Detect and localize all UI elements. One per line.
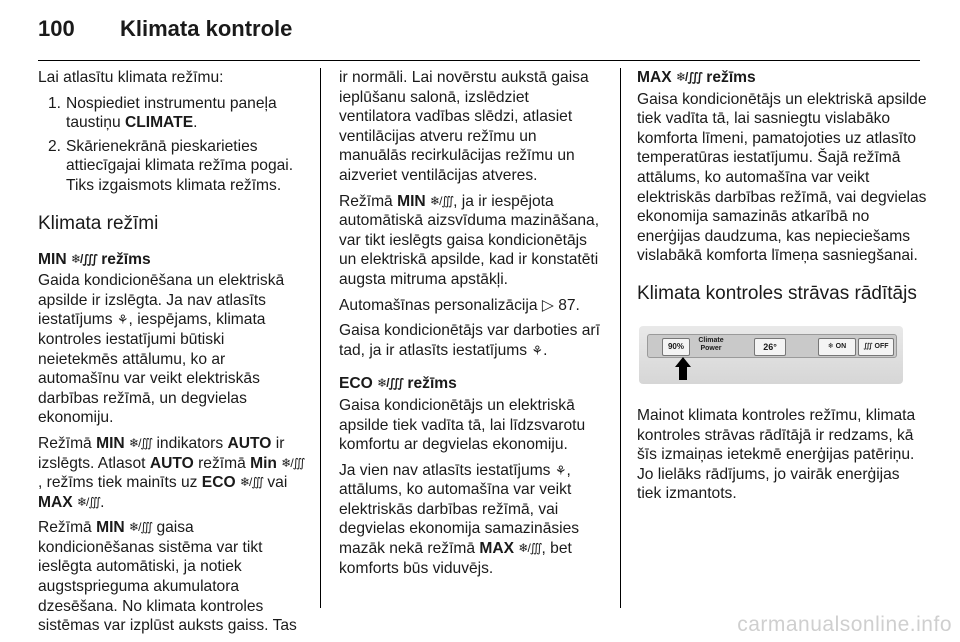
column-1: [38, 68, 308, 642]
ref-arrow-icon: ▷: [541, 296, 554, 314]
paragraph: Režīmā MIN ❄/∭ indikators AUTO ir izslēgts. Atlasot AUTO režīmā Min ❄/∭, režīms tiek mainīts uz ECO ❄/∭ vai MAX ❄/∭.: [38, 434, 305, 511]
paragraph: Ja vien nav atlasīts iestatījums ⚘, attālums, ko automašīna var veikt elektriskās darbības režīmā, vai degvielas ekonomija samazināsies mazāk nekā režīmā MAX ❄/∭, bet komforts būs viduvējs.: [339, 461, 580, 577]
climate-power-display-illustration: [639, 326, 903, 384]
fan-icon: ⚘: [531, 342, 544, 358]
section-heading: Klimata režīmi: [38, 212, 159, 234]
page-number: 100: [38, 16, 75, 41]
column-3: [637, 68, 927, 510]
page-title: Klimata kontrole: [120, 16, 293, 41]
mode-icon: ❄/∭: [77, 494, 101, 509]
paragraph: Gaisa kondicionētājs un elektriskā apsilde tiek vadīta tā, lai līdzsvarotu komfortu ar degvielas ekonomiju.: [339, 396, 586, 454]
fan-icon: ⚘: [116, 312, 129, 328]
mode-icon: ❄/∭: [377, 376, 404, 391]
mode-icon: ❄/∭: [239, 475, 264, 490]
section-heading: Klimata kontroles strāvas rādītājs: [637, 282, 917, 304]
paragraph: Mainot klimata kontroles režīmu, klimata kontroles strāvas rādītājā ir redzams, kā šīs izmaiņas ietekmē enerģijas patēriņu. Jo lielāks rādījums, jo vairāk enerģijas tiek izmantots.: [637, 406, 916, 503]
power-percent-badge: 90%: [662, 338, 690, 356]
mode-on-badge: ❄ ON: [818, 338, 856, 356]
mode-icon: ❄/∭: [281, 455, 305, 470]
display-strip: [647, 334, 897, 358]
header-divider: [38, 60, 920, 61]
mode-icon: ❄/∭: [70, 251, 97, 266]
paragraph: Automašīnas personalizācija ▷ 87.: [339, 296, 580, 314]
paragraph: ir normāli. Lai novērstu aukstā gaisa ieplūšanu salonā, izslēdziet ventilatora vadības slēdzi, atlasiet ventilācijas atveru režīmu un manuālās recirkulācijas režīmu un aizveriet ventilācijas atveres.: [339, 69, 589, 184]
mode-off-badge: ∭ OFF: [858, 338, 894, 356]
paragraph: Gaida kondicionēšana un elektriskā apsilde ir izslēgta. Ja nav atlasīts iestatījums ⚘, iespējams, klimata kontroles iestatījumi būtiski neietekmēs attālumu, ko ar automašīnu var veikt elektriskās darbības režīmā, un degvielas ekonomiju.: [38, 272, 285, 427]
mode-icon: ❄/∭: [129, 520, 153, 535]
page-header: [38, 16, 292, 50]
watermark: carmanualsonline.info: [737, 613, 952, 636]
column-divider: [620, 68, 621, 608]
mode-icon: ❄/∭: [676, 70, 702, 84]
paragraph: Režīmā MIN ❄/∭, ja ir iespējota automātiskā aizsvīduma mazināšana, var tikt ieslēgts gaisa kondicionētājs un elektriskā apsilde, kad ir konstatēti augsta mitruma apstākļi.: [339, 192, 600, 288]
temperature-badge: 26°: [754, 338, 786, 356]
list-item: 1. Nospiediet instrumentu paneļa taustiņu CLIMATE.: [48, 94, 277, 132]
subheading-min: MIN ❄/∭ režīms: [38, 250, 151, 268]
subheading-max: MAX ❄/∭ režīms: [637, 69, 756, 86]
list-item: 2. Skārienekrānā pieskarieties attiecīgajai klimata režīma pogai. Tiks izgaismots klimata režīms.: [48, 137, 294, 194]
paragraph: Gaisa kondicionētājs un elektriskā apsilde tiek vadīta tā, lai sasniegtu vislabāko komforta līmeni, pamatojoties uz atlasīto temperatūras iestatījumu. Šajā režīmā attālums, ko automašīna var veikt elektriskās darbības režīmā, vai degvielas ekonomija samazinās atkarībā no enerģijas daudzuma, kas nepieciešams vislabākā komforta līmeņa sasniegšanai.: [637, 90, 927, 265]
paragraph: Režīmā MIN ❄/∭ gaisa kondicionēšanas sistēma var tikt ieslēgta automātiski, ja notiek augstsprieguma akumulatora dzesēšana. No klimata kontroles sistēmas var izplūst auksts gaiss. Tas: [38, 519, 297, 635]
mode-icon: ❄/∭: [430, 193, 454, 208]
intro-text: Lai atlasītu klimata režīmu:: [38, 69, 224, 86]
column-divider: [320, 68, 321, 608]
arrow-shaft: [679, 366, 687, 380]
subheading-eco: ECO ❄/∭ režīms: [339, 375, 457, 393]
paragraph: Gaisa kondicionētājs var darboties arī tad, ja ir atlasīts iestatījums ⚘.: [339, 322, 600, 359]
steps-list: [38, 94, 308, 196]
climate-power-label: Climate Power: [698, 336, 724, 352]
column-2: [339, 68, 605, 584]
fan-icon: ⚘: [554, 462, 567, 478]
mode-icon: ❄/∭: [129, 435, 153, 450]
mode-icon: ❄/∭: [518, 541, 542, 556]
